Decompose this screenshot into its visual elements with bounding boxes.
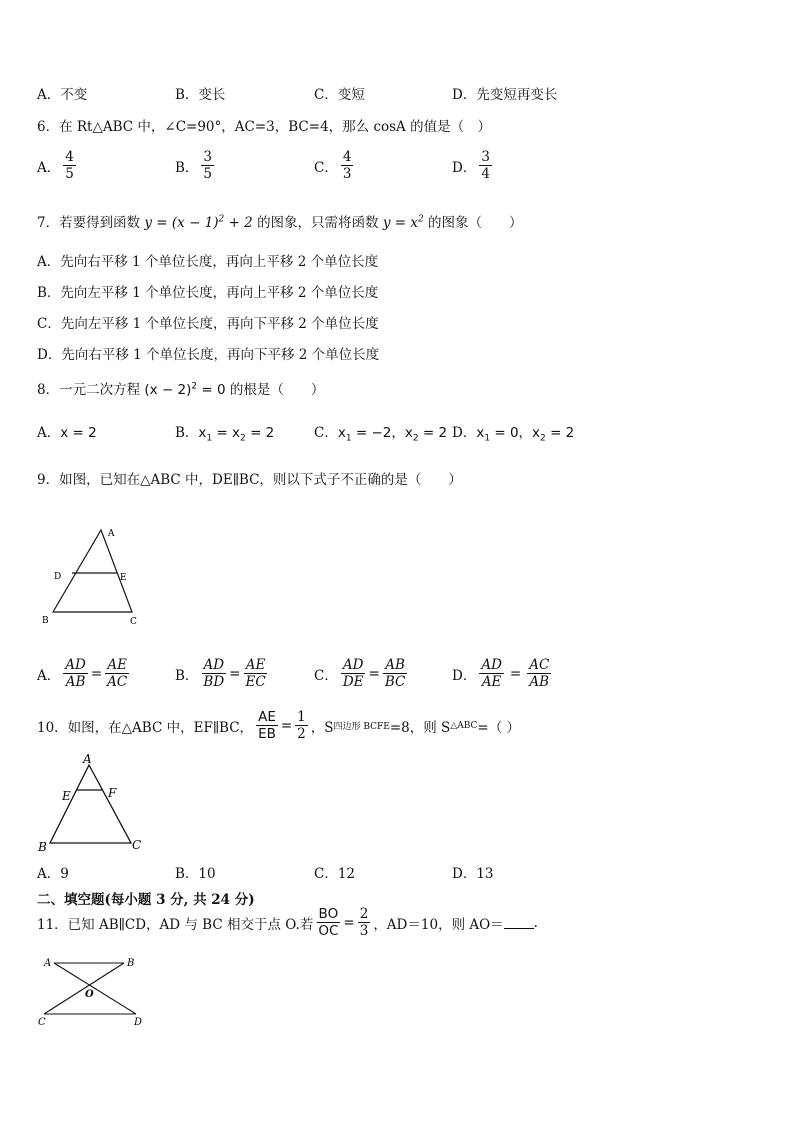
q7-stem-mid: 的图象，只需将函数 bbox=[257, 215, 379, 231]
denominator: AC bbox=[107, 674, 128, 691]
equals-part: = x bbox=[212, 425, 241, 441]
fraction-one-half bbox=[295, 710, 308, 741]
function-base: y = x bbox=[382, 215, 418, 231]
option-label: C． bbox=[314, 159, 338, 176]
numerator: AC bbox=[529, 657, 550, 673]
option-label: A． bbox=[37, 425, 61, 441]
numerator: AB bbox=[385, 657, 405, 673]
fraction-left bbox=[201, 658, 226, 689]
q7-option-c: C．先向左平移 1 个单位长度，再向下平移 2 个单位长度 bbox=[37, 316, 379, 332]
subscript: 2 bbox=[540, 433, 546, 444]
q11-stem-prefix: 11．已知 AB∥CD，AD 与 BC 相交于点 O.若 bbox=[37, 916, 314, 933]
denominator: OC bbox=[318, 923, 339, 940]
numerator: AE bbox=[107, 657, 127, 673]
fraction bbox=[201, 150, 214, 181]
q6-option-b bbox=[175, 150, 217, 181]
option-label: C． bbox=[314, 667, 338, 684]
label-a: A bbox=[44, 958, 52, 969]
q9-stem: 9．如图，已知在△ABC 中，DE∥BC，则以下式子不正确的是（ ） bbox=[37, 472, 462, 488]
equals-sign: = bbox=[509, 665, 522, 682]
equation-tail: = 0 bbox=[197, 382, 226, 398]
label-e: E bbox=[62, 789, 71, 803]
triangle-abc bbox=[50, 765, 131, 843]
numerator: 3 bbox=[481, 149, 490, 165]
fraction bbox=[341, 150, 354, 181]
equals-sign: = bbox=[368, 665, 380, 682]
subscript-triangle: △ABC bbox=[450, 720, 478, 731]
q11-stem-end: . bbox=[533, 914, 538, 931]
q9-option-b bbox=[175, 658, 271, 689]
q10-stem-suffix: =（ ） bbox=[477, 719, 521, 736]
q9-option-a bbox=[37, 658, 132, 689]
q10-option-b: B．10 bbox=[175, 866, 216, 882]
equals-sign: = bbox=[229, 665, 241, 682]
numerator: 2 bbox=[359, 906, 369, 922]
label-c: C bbox=[38, 1017, 46, 1028]
q6-option-c bbox=[314, 150, 356, 181]
q10-stem-mid: ，S bbox=[310, 719, 334, 736]
denominator: AB bbox=[529, 674, 550, 691]
q7-function-2 bbox=[383, 215, 424, 231]
fraction-ae-eb bbox=[256, 710, 278, 741]
q7-stem bbox=[37, 211, 523, 231]
label-d: D bbox=[54, 572, 62, 582]
denominator: AB bbox=[65, 674, 86, 691]
q8-stem-prefix: 8．一元二次方程 bbox=[37, 382, 141, 398]
q8-option-b bbox=[175, 421, 274, 444]
q8-option-c bbox=[314, 421, 447, 444]
option-label: D． bbox=[452, 425, 477, 441]
fraction-right bbox=[383, 658, 408, 689]
numerator: 3 bbox=[203, 149, 213, 165]
option-value bbox=[337, 425, 448, 444]
option-label: A． bbox=[37, 159, 61, 176]
option-label: B． bbox=[175, 667, 199, 684]
exponent: 2 bbox=[218, 214, 225, 225]
numerator: AD bbox=[342, 657, 364, 673]
option-label: B． bbox=[175, 425, 199, 441]
subscript-quadrilateral: 四边形 BCFE bbox=[333, 722, 390, 733]
denominator: BC bbox=[384, 674, 406, 691]
numerator: 4 bbox=[65, 149, 74, 165]
q10-option-d: D．13 bbox=[452, 866, 494, 882]
option-label: D． bbox=[452, 159, 477, 176]
subscript: 1 bbox=[484, 433, 491, 444]
denominator: 2 bbox=[297, 726, 306, 743]
q11-stem-suffix: ，AD＝10，则 AO＝ bbox=[373, 916, 504, 933]
segment-bc bbox=[44, 963, 124, 1014]
variable: x bbox=[476, 425, 485, 441]
q6-stem: 6．在 Rt△ABC 中，∠C=90°，AC=3，BC=4，那么 cosA 的值是（ ） bbox=[37, 119, 492, 135]
q5-option-d: D．先变短再变长 bbox=[452, 87, 558, 103]
label-d: D bbox=[134, 1017, 143, 1028]
q9-option-c bbox=[314, 658, 410, 689]
q7-option-a: A．先向右平移 1 个单位长度，再向上平移 2 个单位长度 bbox=[37, 254, 379, 270]
denominator: 3 bbox=[342, 166, 352, 183]
q10-option-c: C．12 bbox=[314, 866, 356, 882]
option-value: x = 2 bbox=[60, 425, 97, 441]
denominator: DE bbox=[342, 674, 364, 691]
value-1: = 0， bbox=[490, 425, 533, 441]
q10-triangle-figure bbox=[36, 750, 151, 856]
q7-option-d: D．先向右平移 1 个单位长度，再向下平移 2 个单位长度 bbox=[37, 347, 380, 363]
fraction bbox=[63, 150, 76, 181]
denominator: EB bbox=[258, 726, 276, 743]
equals-sign: = bbox=[343, 914, 355, 931]
triangle-abc bbox=[53, 530, 132, 612]
label-b: B bbox=[38, 840, 47, 854]
denominator: EC bbox=[245, 674, 266, 691]
denominator: 5 bbox=[203, 166, 213, 183]
q9-triangle-figure bbox=[38, 522, 148, 630]
q6-option-a bbox=[37, 150, 79, 181]
fraction-right bbox=[105, 658, 129, 689]
q5-option-c: C．变短 bbox=[314, 87, 365, 103]
exponent: 2 bbox=[418, 214, 424, 225]
q6-option-d bbox=[452, 150, 495, 181]
subscript: 1 bbox=[345, 433, 352, 444]
label-b: B bbox=[127, 958, 135, 969]
q10-option-a: A．9 bbox=[37, 866, 69, 882]
q7-stem-prefix: 7．若要得到函数 bbox=[37, 215, 141, 231]
label-a: A bbox=[108, 529, 115, 539]
numerator: 4 bbox=[342, 149, 352, 165]
label-f: F bbox=[108, 786, 117, 800]
denominator: 5 bbox=[65, 166, 74, 183]
numerator: AD bbox=[203, 657, 225, 673]
numerator: BO bbox=[318, 906, 339, 922]
q5-option-a: A．不变 bbox=[37, 87, 88, 103]
option-value bbox=[198, 425, 275, 444]
option-label: B． bbox=[175, 159, 199, 176]
exponent: 2 bbox=[191, 381, 198, 392]
q5-option-b: B．变长 bbox=[175, 87, 226, 103]
label-o: O bbox=[85, 989, 94, 1000]
fraction-left bbox=[479, 658, 504, 689]
denominator: 3 bbox=[359, 923, 369, 940]
variable: x bbox=[532, 425, 541, 441]
subscript: 1 bbox=[206, 433, 213, 444]
label-c: C bbox=[130, 617, 137, 627]
q7-option-b: B．先向左平移 1 个单位长度，再向上平移 2 个单位长度 bbox=[37, 285, 379, 301]
numerator: 1 bbox=[297, 709, 306, 725]
label-c: C bbox=[132, 838, 142, 852]
q8-stem-suffix: 的根是（ ） bbox=[229, 382, 325, 398]
variable: x bbox=[337, 425, 346, 441]
q8-equation bbox=[144, 382, 225, 398]
numerator: AE bbox=[245, 657, 266, 673]
segment-ad bbox=[54, 963, 136, 1014]
option-label: D． bbox=[452, 667, 477, 684]
q7-function-1 bbox=[144, 215, 252, 231]
fraction-left bbox=[63, 658, 88, 689]
fraction bbox=[479, 150, 492, 181]
numerator: AE bbox=[258, 709, 276, 725]
label-a: A bbox=[83, 752, 92, 766]
equals-tail: = 2 bbox=[245, 425, 275, 441]
q10-stem-mid2: =8，则 S bbox=[389, 719, 451, 736]
answer-blank[interactable] bbox=[504, 916, 534, 929]
subscript: 2 bbox=[412, 433, 419, 444]
q9-option-d bbox=[452, 658, 554, 689]
q8-option-d bbox=[452, 421, 574, 444]
fraction-right bbox=[527, 658, 551, 689]
q10-stem bbox=[37, 710, 520, 741]
value-2: = 2 bbox=[545, 425, 575, 441]
denominator: BD bbox=[203, 674, 225, 691]
numerator: AD bbox=[65, 657, 86, 673]
q10-stem-prefix: 10．如图，在△ABC 中，EF∥BC， bbox=[37, 719, 254, 736]
fraction-left bbox=[341, 658, 366, 689]
option-value bbox=[476, 425, 575, 444]
value-1: = −2， bbox=[351, 425, 405, 441]
q7-stem-suffix: 的图象（ ） bbox=[428, 215, 523, 231]
label-b: B bbox=[42, 616, 49, 626]
q11-crossing-figure bbox=[34, 953, 154, 1028]
subscript: 2 bbox=[240, 433, 246, 444]
fraction-two-thirds bbox=[358, 907, 371, 938]
function-base: y = (x − 1) bbox=[144, 215, 219, 231]
equals-sign: = bbox=[280, 717, 293, 734]
option-label: C． bbox=[314, 425, 338, 441]
variable: x bbox=[198, 425, 207, 441]
q11-stem bbox=[37, 907, 538, 938]
denominator: 4 bbox=[481, 166, 490, 183]
equals-sign: = bbox=[90, 665, 103, 682]
function-tail: + 2 bbox=[224, 215, 253, 231]
denominator: AE bbox=[481, 674, 502, 691]
value-2: = 2 bbox=[418, 425, 448, 441]
fraction-right bbox=[243, 658, 267, 689]
variable: x bbox=[404, 425, 413, 441]
section-title: 二、填空题(每小题 3 分, 共 24 分) bbox=[37, 892, 255, 908]
fraction-bo-oc bbox=[316, 907, 340, 938]
label-e: E bbox=[120, 573, 127, 583]
q8-stem bbox=[37, 378, 324, 398]
numerator: AD bbox=[481, 657, 502, 673]
option-label: A． bbox=[37, 667, 61, 684]
q8-option-a bbox=[37, 421, 97, 441]
equation-base: (x − 2) bbox=[144, 382, 192, 398]
